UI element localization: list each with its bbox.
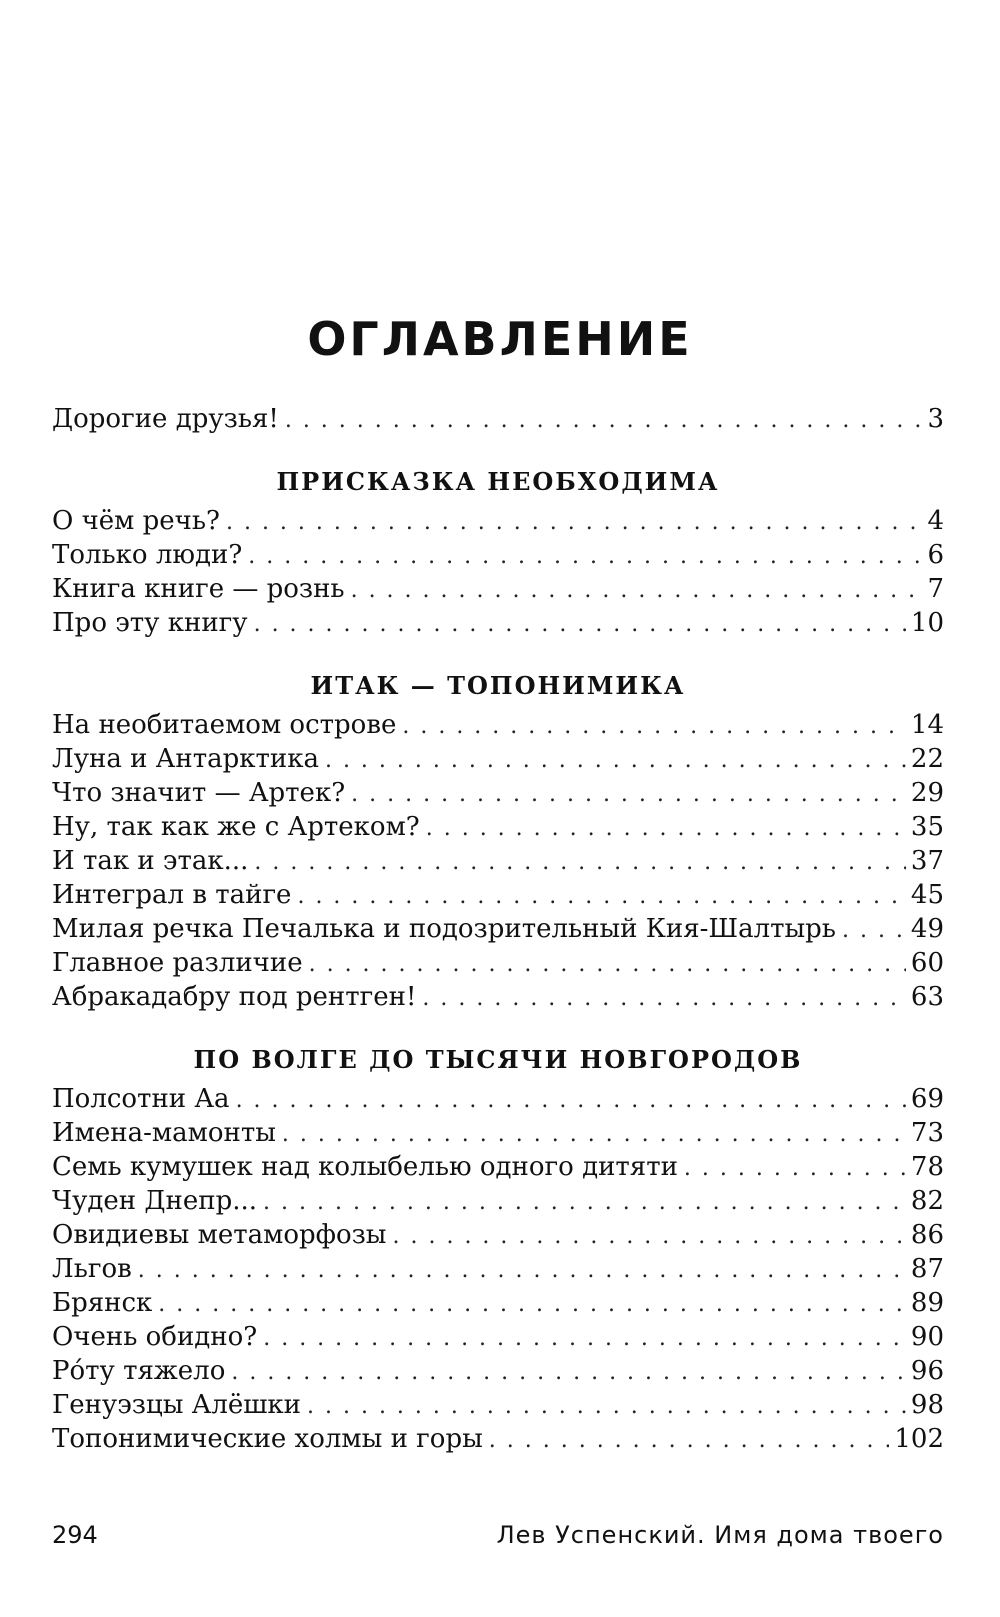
toc-entry-title: И так и этак...	[52, 846, 249, 876]
toc-entry-page: 63	[910, 982, 944, 1012]
dot-leader	[297, 880, 905, 914]
toc-entry-title: Главное различие	[52, 948, 303, 978]
toc-entry-title: Овидиевы метаморфозы	[52, 1220, 387, 1250]
toc-entry	[52, 504, 944, 538]
toc-entry-title: Книга книге — рознь	[52, 574, 345, 604]
toc-entry-title: Абракадабру под рентген!	[52, 982, 417, 1012]
dot-leader	[307, 1390, 906, 1424]
toc-entry-title: Топонимические холмы и горы	[52, 1424, 483, 1454]
toc-entry-page: 73	[910, 1118, 944, 1148]
toc-entry-title: Про эту книгу	[52, 608, 248, 638]
toc-entry-intro	[52, 402, 944, 436]
dot-leader	[402, 710, 906, 744]
toc-entry-page: 69	[910, 1084, 944, 1114]
toc-entry-page: 37	[910, 846, 944, 876]
toc-entry-page: 78	[910, 1152, 944, 1182]
toc-entry	[52, 742, 944, 776]
toc-entry-title: Семь кумушек над колыбелью одного дитяти	[52, 1152, 678, 1182]
toc-entry-page: 29	[910, 778, 944, 808]
toc-entry-title: Чуден Днепр...	[52, 1186, 258, 1216]
dot-leader	[684, 1152, 906, 1186]
toc-entry	[52, 912, 944, 946]
dot-leader	[351, 574, 923, 608]
dot-leader	[236, 1084, 906, 1118]
toc-entry-page: 82	[910, 1186, 944, 1216]
toc-entry-title: Интеграл в тайге	[52, 880, 292, 910]
toc-entry	[52, 1150, 944, 1184]
toc-entry	[52, 1286, 944, 1320]
toc-entry-page: 98	[910, 1390, 944, 1420]
dot-leader	[282, 1118, 906, 1152]
toc-entry	[52, 878, 944, 912]
dot-leader	[138, 1254, 906, 1288]
table-of-contents	[52, 402, 944, 1456]
dot-leader	[393, 1220, 906, 1254]
toc-entry-page: 45	[910, 880, 944, 910]
toc-entry	[52, 1422, 944, 1456]
toc-entry-title: Луна и Антарктика	[52, 744, 319, 774]
toc-entry-title: О чём речь?	[52, 506, 220, 536]
toc-entry	[52, 980, 944, 1014]
dot-leader	[263, 1186, 906, 1220]
toc-entry	[52, 1388, 944, 1422]
toc-entry-title: Полсотни Аа	[52, 1084, 230, 1114]
dot-leader	[351, 778, 906, 812]
toc-entry	[52, 1218, 944, 1252]
toc-entry-title: Ро́ту тяжело	[52, 1356, 226, 1386]
dot-leader	[325, 744, 906, 778]
toc-entry	[52, 810, 944, 844]
toc-entry-title: Что значит — Артек?	[52, 778, 346, 808]
toc-entry-title: Брянск	[52, 1288, 153, 1318]
toc-entry-page: 89	[910, 1288, 944, 1318]
toc-entry-page: 6	[927, 540, 944, 570]
toc-entry-title: Только люди?	[52, 540, 243, 570]
toc-entry-page: 3	[927, 404, 944, 434]
toc-entry	[52, 1116, 944, 1150]
toc-entry	[52, 572, 944, 606]
toc-entry	[52, 1184, 944, 1218]
toc-entry	[52, 776, 944, 810]
toc-entry-page: 14	[910, 710, 944, 740]
dot-leader	[231, 1356, 906, 1390]
toc-entry-page: 87	[910, 1254, 944, 1284]
toc-entry	[52, 844, 944, 878]
toc-entry-page: 90	[910, 1322, 944, 1352]
dot-leader	[426, 812, 906, 846]
toc-entry-page: 7	[927, 574, 944, 604]
toc-entry-page: 22	[910, 744, 944, 774]
dot-leader	[309, 948, 906, 982]
section-heading: ПО ВОЛГЕ ДО ТЫСЯЧИ НОВГОРОДОВ	[193, 1045, 803, 1074]
toc-entry	[52, 1252, 944, 1286]
section-heading: ИТАК — ТОПОНИМИКА	[310, 671, 686, 700]
running-footer-credit: Лев Успенский. Имя дома твоего	[496, 1521, 944, 1549]
toc-entry-title: Ну, так как же с Артеком?	[52, 812, 420, 842]
toc-entry-page: 10	[910, 608, 944, 638]
dot-leader	[248, 540, 922, 574]
dot-leader	[842, 914, 906, 948]
toc-entry	[52, 1320, 944, 1354]
toc-entry-page: 35	[910, 812, 944, 842]
toc-entry-title: Льгов	[52, 1254, 132, 1284]
dot-leader	[226, 506, 922, 540]
page-title: ОГЛАВЛЕНИЕ	[307, 311, 693, 366]
toc-entry	[52, 606, 944, 640]
toc-entry-title: На необитаемом острове	[52, 710, 397, 740]
dot-leader	[489, 1424, 890, 1458]
page-footer	[52, 1520, 944, 1550]
toc-entry-page: 49	[910, 914, 944, 944]
dot-leader	[254, 608, 906, 642]
toc-entry-title: Имена-мамонты	[52, 1118, 276, 1148]
toc-entry-page: 60	[910, 948, 944, 978]
toc-entry-page: 86	[910, 1220, 944, 1250]
dot-leader	[254, 846, 905, 880]
toc-entry-title: Очень обидно?	[52, 1322, 258, 1352]
toc-entry	[52, 946, 944, 980]
toc-entry	[52, 708, 944, 742]
toc-entry	[52, 1082, 944, 1116]
toc-entry-title: Милая речка Печалька и подозрительный Кия-Шалтырь	[52, 914, 836, 944]
page-number: 294	[52, 1521, 98, 1549]
toc-entry-page: 102	[894, 1424, 944, 1454]
toc-entry-title: Дорогие друзья!	[52, 404, 279, 434]
dot-leader	[422, 982, 906, 1016]
toc-entry	[52, 538, 944, 572]
toc-entry-page: 4	[927, 506, 944, 536]
dot-leader	[285, 404, 923, 438]
toc-entry-page: 96	[910, 1356, 944, 1386]
dot-leader	[263, 1322, 906, 1356]
section-heading: ПРИСКАЗКА НЕОБХОДИМА	[276, 467, 720, 496]
toc-entry	[52, 1354, 944, 1388]
toc-entry-title: Генуэзцы Алёшки	[52, 1390, 301, 1420]
dot-leader	[158, 1288, 906, 1322]
